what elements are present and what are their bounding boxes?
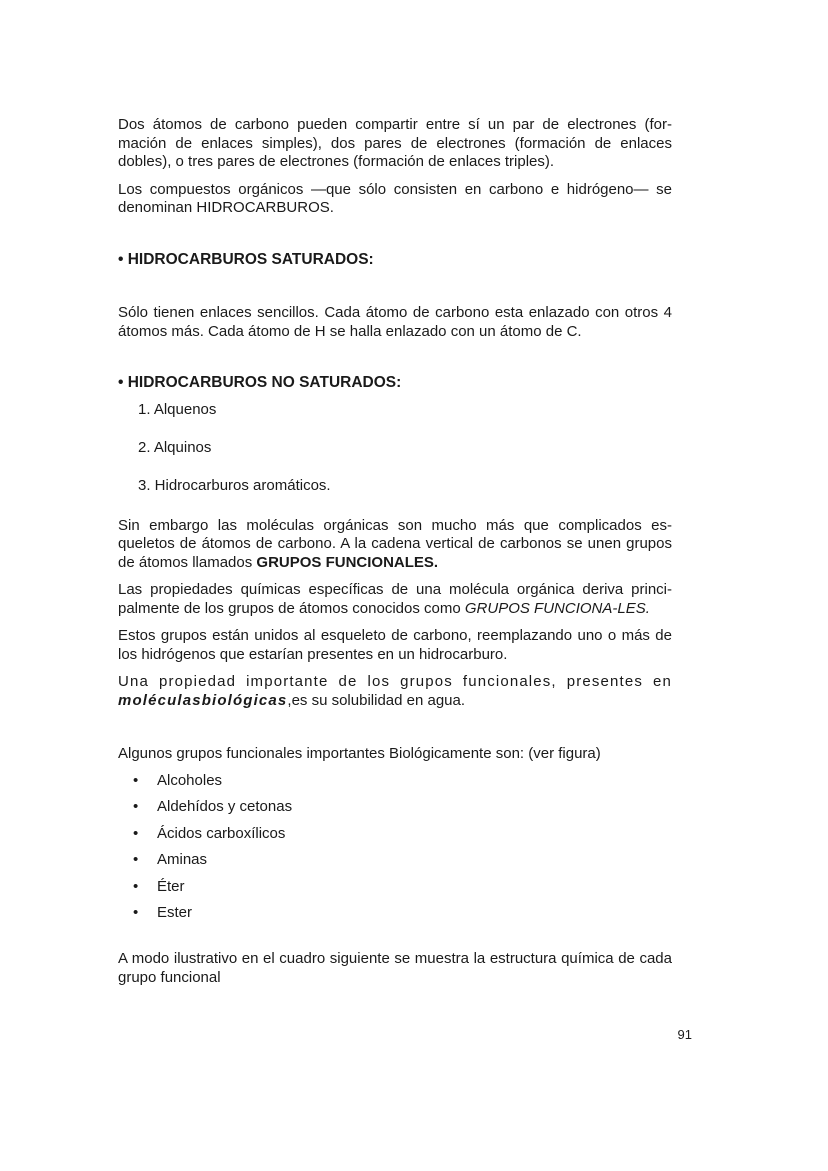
paragraph-chemical-properties bbox=[118, 581, 672, 618]
bullet-icon: • bbox=[133, 824, 139, 842]
list-item: 2. Alquinos bbox=[138, 438, 212, 456]
list-item-label: Aminas bbox=[157, 851, 208, 869]
list-item: 3. Hidrocarburos aromáticos. bbox=[138, 476, 331, 494]
paragraph-solubility bbox=[118, 673, 672, 710]
paragraph-carbon-skeleton: Estos grupos están unidos al esqueleto de carbono, reemplazando uno o más de los hidrógenos que estarían presentes en un hidrocarburo. bbox=[118, 627, 672, 663]
paragraph-text: Una propiedad importante de los grupos funcionales, presentes en bbox=[118, 673, 672, 690]
list-item bbox=[133, 851, 672, 870]
heading-unsaturated-hydrocarbons: • HIDROCARBUROS NO SATURADOS: bbox=[118, 374, 402, 391]
bullet-icon: • bbox=[133, 877, 139, 895]
list-item-label: Ester bbox=[157, 904, 193, 922]
paragraph-important-groups: Algunos grupos funcionales importantes Biológicamente son: (ver figura) bbox=[118, 745, 601, 762]
paragraph-functional-groups-intro bbox=[118, 517, 672, 573]
list-item: 1. Alquenos bbox=[138, 400, 217, 418]
list-item bbox=[133, 878, 672, 897]
document-page bbox=[118, 116, 672, 987]
page-number: 91 bbox=[677, 1027, 692, 1042]
functional-groups-list bbox=[118, 772, 672, 924]
list-item bbox=[133, 904, 672, 923]
unsaturated-list bbox=[118, 401, 672, 496]
paragraph-saturated: Sólo tienen enlaces sencillos. Cada átomo de carbono esta enlazado con otros 4 átomos más. Cada átomo de H se halla enlazado con un átomo de C. bbox=[118, 304, 672, 340]
paragraph-hydrocarbons-definition: Los compuestos orgánicos —que sólo consisten en carbono e hidrógeno— se denominan HIDROCARBUROS. bbox=[118, 180, 672, 216]
bullet-icon: • bbox=[133, 798, 139, 816]
bullet-icon: • bbox=[133, 904, 139, 922]
paragraph-carbon-bonds: Dos átomos de carbono pueden compartir entre sí un par de electrones (for-mación de enlaces simples), dos pares de electrones (formación de enlaces dobles), o tres pares de electrones (formación de enlaces triples). bbox=[118, 116, 672, 170]
bold-italic-term-biological-molecules: moléculasbiológicas bbox=[118, 691, 288, 709]
bold-term-functional-groups: GRUPOS FUNCIONALES. bbox=[256, 553, 439, 571]
list-item-label: Ácidos carboxílicos bbox=[157, 824, 286, 842]
list-item-label: Aldehídos y cetonas bbox=[157, 798, 293, 816]
paragraph-illustrative: A modo ilustrativo en el cuadro siguiente se muestra la estructura química de cada grupo funcional bbox=[118, 950, 672, 986]
list-item-label: Alcoholes bbox=[157, 771, 223, 789]
list-item bbox=[133, 825, 672, 844]
list-item-label: Éter bbox=[157, 877, 185, 895]
paragraph-tail: ,es su solubilidad en agua. bbox=[287, 691, 466, 709]
heading-saturated-hydrocarbons: • HIDROCARBUROS SATURADOS: bbox=[118, 250, 374, 268]
italic-term-functional-groups: GRUPOS FUNCIONA-LES. bbox=[464, 599, 650, 617]
paragraph-text: Las propiedades químicas específicas de una molécula orgánica deriva princi-palmente de los grupos de átomos conocidos como bbox=[118, 581, 672, 617]
paragraph-text: Sin embargo las moléculas orgánicas son mucho más que complicados es-queletos de átomos de carbono. A la cadena vertical de carbonos se unen grupos de átomos llamados bbox=[118, 516, 672, 571]
bullet-icon: • bbox=[133, 771, 139, 789]
list-item bbox=[133, 772, 672, 791]
list-item bbox=[133, 798, 672, 817]
bullet-icon: • bbox=[133, 851, 139, 869]
